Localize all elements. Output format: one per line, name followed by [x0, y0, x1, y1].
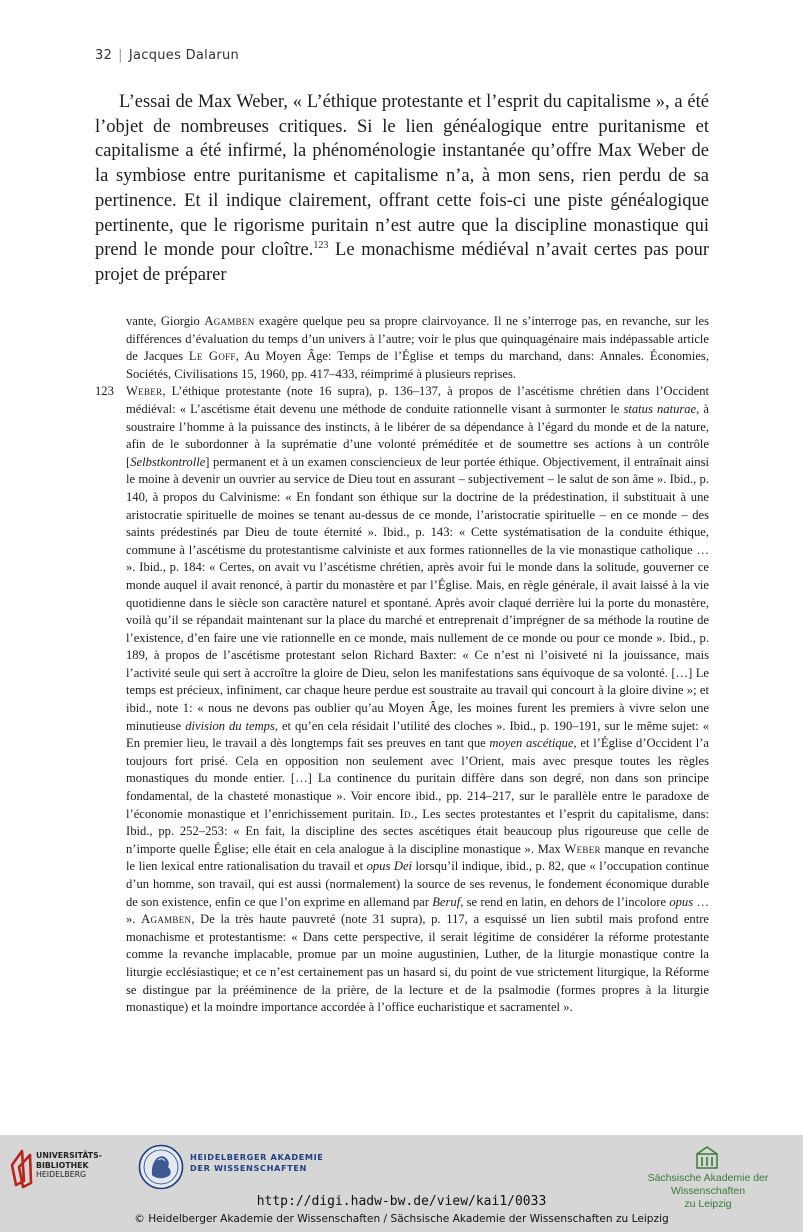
- fn-text: … ».: [126, 894, 709, 927]
- copyright-notice: © Heidelberger Akademie der Wissenschaften / Sächsische Akademie der Wissenschaften zu Leipzig: [134, 1213, 669, 1225]
- permalink-url[interactable]: http://digi.hadw-bw.de/view/kai1/0033: [256, 1194, 547, 1209]
- footnotes-block: [95, 313, 709, 1017]
- body-paragraph: [95, 90, 709, 288]
- fn-text: , et l’Église d’Occident l’a toujours fort prisé. Cela en opposition non seulement avec l’Orient, mais avec presque toutes les règles monastiques du monde entier. […] La continence du puritain diffère dans son degré, non dans son principe fondamental, de la chasteté monastique ». Voir encore ibid., pp. 214–217, sur le parallèle entre le paradoxe de l’économie monastique et l’enrichissement puritain.: [126, 736, 709, 821]
- fn-text: exagère quelque peu sa propre clairvoyance. Il ne s’interroge pas, en revanche, sur les différences d’évaluation du temps d’un univers à l’autre; voir le plus que quinquagénaire mais indépassable article de Jacques: [126, 314, 709, 364]
- ub-heidelberg-name: [36, 1151, 102, 1180]
- header-separator: |: [118, 48, 123, 63]
- running-author: Jacques Dalarun: [128, 48, 240, 63]
- saw-line: Sächsische Akademie der Wissenschaften: [647, 1172, 769, 1197]
- fn-italic: opus Dei: [366, 859, 413, 874]
- fn-text: , L’éthique protestante (note 16 supra), p. 136–137, à propos de l’ascétisme chrétien dans l’Occident médiéval: « L’ascétisme était devenu une méthode de conduite rationnelle visant à surmonter le: [126, 384, 709, 416]
- fn-italic: status naturae: [623, 401, 697, 416]
- body-text-a: L’essai de Max Weber, « L’éthique protestante et l’esprit du capitalisme », a été l’objet de nombreuses critiques. Si le lien généalogique entre puritanisme et capitalisme a été infirmé, la phénoménologie instantanée qu’offre Max Weber de la symbiose entre puritanisme et capitalisme n’a, à mon sens, rien perdu de sa pertinence. Et il indique clairement, offrant cette fois-ci une piste généalogique pertinente, que le rigorisme puritain n’est autre que la discipline monastique qui prend le monde pour cloître.: [95, 92, 709, 261]
- fn-italic: Selbstkontrolle: [130, 454, 206, 469]
- fn-author: Le Goff: [188, 349, 236, 364]
- fn-author: Agamben: [141, 912, 192, 927]
- fn-author: Weber: [564, 841, 601, 856]
- fn-text: , et qu’en cela résidait l’utilité des cloches ». Ibid., p. 190–191, sur le même sujet: « En premier lieu, le travail a dès longtemps fait ses preuves en tant que: [126, 718, 709, 751]
- footer-band: [0, 1135, 803, 1232]
- running-header: [95, 48, 239, 63]
- ub-line: HEIDELBERG: [36, 1170, 87, 1179]
- fn-author: Weber: [126, 384, 163, 399]
- footnote-continuation: [126, 313, 709, 383]
- fn-text: , De la très haute pauvreté (note 31 supra), p. 117, a esquissé un lien subtil mais profond entre monachisme et protestantisme: « Dans cette perspective, il serait légitime de considérer la réforme protestante comme la revanche implacable, promue par un moine augustinien, Luther, de la liturgie monastique contre la liturgie ecclésiastique; et ce n’est certainement pas un hasard si, du point de vue strictement liturgique, la Réforme se distingue par la prééminence de la prière, de la lecture et de la psalmodie (formes propres à la liturgie monastique) et la moindre importance accordée à l’office eucharistique et sacramentel ».: [126, 912, 710, 1015]
- fn-italic: moyen ascétique: [489, 736, 574, 751]
- body-text-b: Le monachisme médiéval n’avait certes pas pour projet de préparer: [95, 240, 709, 285]
- footnote-123: [95, 383, 710, 1016]
- fn-italic: division du temps: [185, 718, 275, 733]
- saw-line: zu Leipzig: [684, 1198, 732, 1210]
- fn-italic: opus: [669, 894, 694, 909]
- fn-italic: Beruf: [432, 894, 461, 909]
- fn-text: , Au Moyen Âge: Temps de l’Église et temps du marchand, dans: Annales. Économies, Sociétés, Civilisations 15, 1960, pp. 417–433, réimprimé à plusieurs reprises.: [126, 349, 709, 381]
- fn-text: , se rend en latin, en dehors de l’incolore: [460, 894, 670, 909]
- hadw-seal-icon[interactable]: [138, 1144, 184, 1190]
- fn-author: Id.: [399, 806, 415, 821]
- ub-line: BIBLIOTHEK: [36, 1160, 89, 1170]
- hadw-line: DER WISSENSCHAFTEN: [190, 1163, 308, 1173]
- fn-text: ] permanent et à un examen consciencieux de leur portée éthique. Objectivement, il entraînait ainsi le moine à devenir un ouvrier au service de Dieu tout en assurant – subjectivement – le salut de son âme ». Ibid., p. 140, à propos du Calvinisme: « En fondant son éthique sur la doctrine de la prédestination, il substituait à une aristocratie spirituelle de moines se tenant au-dessus de ce monde, l’aristocratie spirituelle – en ce monde – des saints prédestinés par Dieu de toute éternité ». Ibid., p. 143: « Cette systématisation de la conduite éthique, commune à l’ascétisme du protestantisme calviniste et aux formes rationnelles de la vie monastique catholique … ». Ibid., p. 184: « Certes, on avait vu l’ascétisme chrétien, après avoir fui le monde dans la solitude, gouverner ce monde auquel il avait renoncé, à partir du monastère et par l’Église. Mais, en règle générale, il avait laissé à la vie quotidienne dans le siècle son caractère naturel et spontané. Après avoir claqué derrière lui la porte du monastère, voilà qu’il se répandait maintenant sur la place du marché et entreprenait d’imprégner de sa méthode la routine de l’existence, d’en faire une vie rationnelle en ce monde, mais nullement de ce monde ou pour ce monde ». Ibid., p. 189, à propos de l’ascétisme protestant selon Richard Baxter: « Ce n’est ni l’oisiveté ni la jouissance, mais l’activité seule qui sert à accroître la gloire de Dieu, selon les manifestations sans équivoque de sa volonté. […] Le temps est précieux, infiniment, car chaque heure perdue est soustraite au travail qui concourt à la gloire divine »; et ibid., note 1: « nous ne devons pas oublier qu’au Moyen Âge, les moines furent les premiers à vivre selon une minutieuse: [126, 454, 709, 733]
- fn-author: Agamben: [204, 314, 255, 328]
- hadw-name: [190, 1152, 324, 1174]
- fn-text: lorsqu’il indique, ibid., p. 82, que « l’occupation continue d’un homme, son travail, qui est aussi (normalement) la source de ses revenus, le fondement économique durable de son existence, enfin ce que l’on exprime en allemand par: [126, 859, 709, 909]
- fn-text: , à soustraire l’homme à la puissance des instincts, à le libérer de sa dépendance à l’égard du monde et de la nature, afin de le subordonner à la suprématie d’une volonté préméditée et de soumettre ses actions à un contrôle [: [126, 401, 709, 469]
- footnote-reference[interactable]: 123: [313, 240, 329, 252]
- fn-text: vante, Giorgio: [126, 314, 205, 328]
- page-number: 32: [95, 48, 113, 63]
- fn-text: manque en revanche le lien lexical entre rationalisation du travail et: [126, 841, 709, 874]
- footnote-number: 123: [95, 384, 114, 399]
- saw-building-icon[interactable]: [696, 1145, 718, 1169]
- hadw-line: HEIDELBERGER AKADEMIE: [190, 1152, 324, 1162]
- ub-line: UNIVERSITÄTS-: [36, 1151, 102, 1160]
- fn-text: , Les sectes protestantes et l’esprit du capitalisme, dans: Ibid., pp. 252–253: « En fait, la discipline des sectes ascétiques était beaucoup plus rigoureuse que celle de n’importe quelle Église; elle était en cela analogue à la discipline monastique ». Max: [126, 806, 709, 856]
